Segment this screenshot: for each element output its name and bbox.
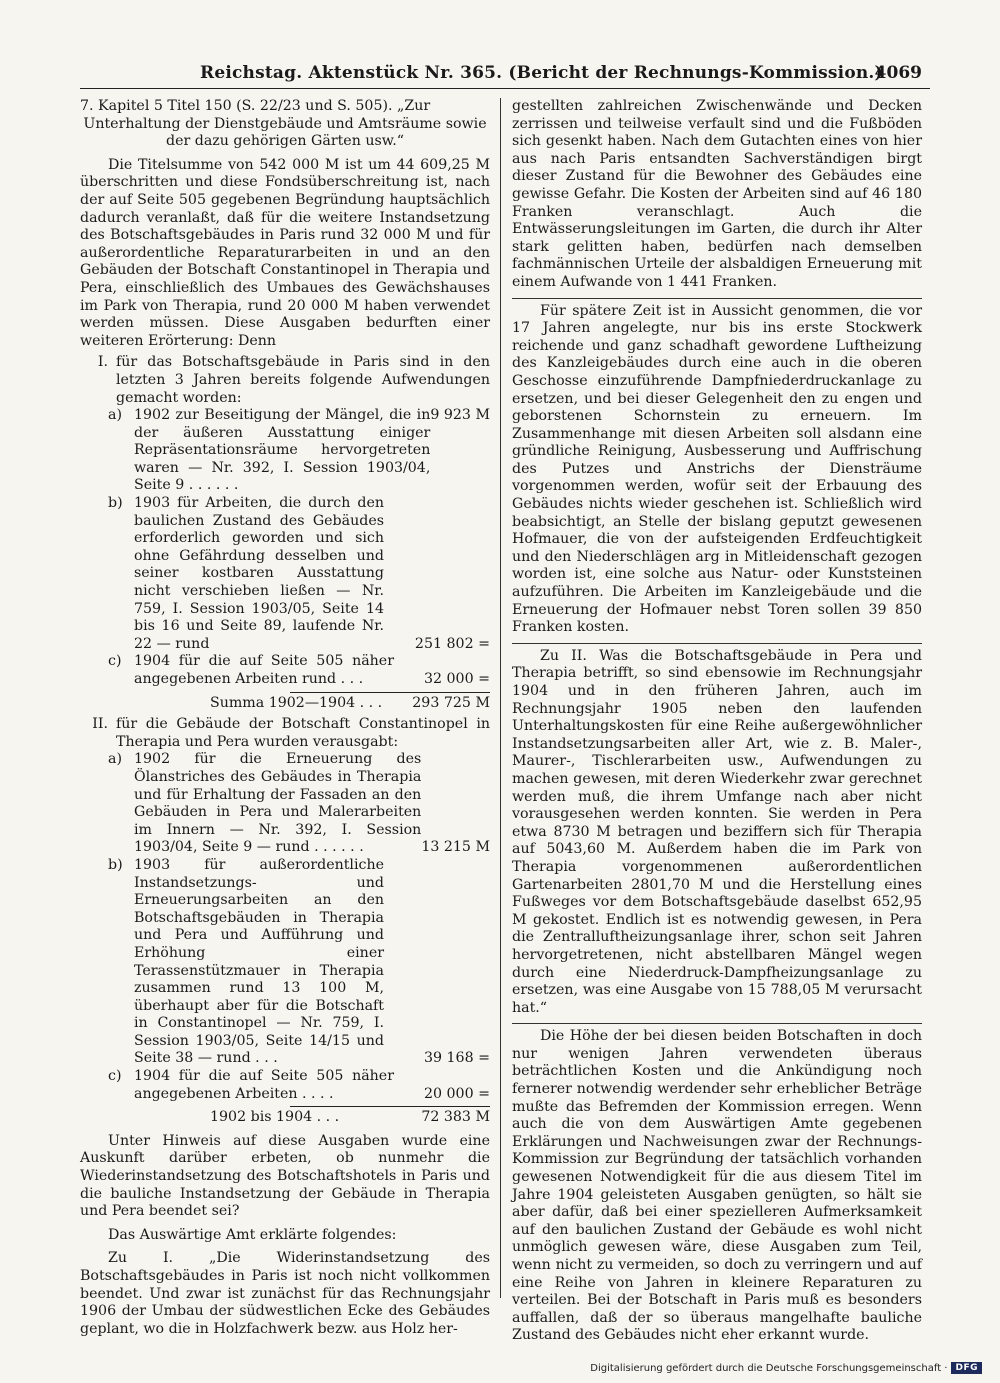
quote-block-1 xyxy=(512,298,922,637)
section-2-item-c xyxy=(108,1068,490,1103)
section-1-item-b xyxy=(108,495,490,653)
quote-block-2 xyxy=(512,643,922,1017)
item-label: a) xyxy=(108,751,122,768)
item-amount: 251 802 = xyxy=(414,635,490,652)
section-heading-continued: Unterhaltung der Dienstgebäude und Amtsräume sowie der dazu gehörigen Gärten usw.“ xyxy=(83,115,487,150)
section-1-sum xyxy=(210,695,490,713)
paragraph: Für spätere Zeit ist in Aussicht genommen, die vor 17 Jahren angelegte, nur bis ins erste Stockwerk reichende und ganz schadhaft gewordene Luftheizung des Kanzleigebäudes durch eine auch in die oberen Geschosse einzuführende Dampfniederdruckanlage zu ersetzen, und bei dieser Gelegenheit den zu engen und geborstenen Schornstein zu erneuern. Im Zusammenhange mit diesen Arbeiten soll alsdann eine gründliche Reinigung, Ausbesserung und Auffrischung des Putzes und Anstrichs der Diensträume vorgenommen werden, wofür seit der Erbauung des Gebäudes nichts wieder geschehen ist. Schließlich wird beabsichtigt, an Stelle der bislang geputzt gewesenen Hofmauer, die von der aufsteigenden Erdfeuchtigkeit und den Niederschlägen arg in Mitleidenschaft gezogen worden ist, eine solche aus Natur- oder Kunststeinen aufzuführen. Die Arbeiten im Kanzleigebäude und die Erneuerung der Hofmauer nebst Toren sollen 39 850 Franken kosten. xyxy=(512,302,922,636)
section-2-item-b xyxy=(108,857,490,1068)
item-text: 1903 für außerordentliche Instandsetzungs- und Erneuerungsarbeiten an den Botschaftsgebäuden in Therapia und Pera und Aufführung und Erhöhung einer Terassenstützmauer in Therapia zusammen rund 13 100 M, überhaupt aber für die Botschaft in Constantinopel — Nr. 759, I. Session 1903/05, Seite 14/15 und Seite 38 — rund . . . xyxy=(134,856,384,1067)
sum-amount: 72 383 M xyxy=(421,1109,490,1126)
page-header xyxy=(80,62,930,89)
item-label: b) xyxy=(108,856,123,873)
column-divider xyxy=(500,98,501,1298)
item-text: 1904 für die auf Seite 505 näher angegebenen Arbeiten rund . . . xyxy=(134,653,394,687)
item-amount: 20 000 = xyxy=(423,1085,490,1102)
section-2 xyxy=(80,716,490,751)
zu-1-paragraph: Zu I. „Die Widerinstandsetzung des Botschaftsgebäudes in Paris ist noch nicht vollkommen beendet. Und zwar ist zunächst für das Rechnungsjahr 1906 der Umbau der südwestlichen Ecke des Gebäudes geplant, wo die in Holzfachwerk bezw. aus Holz her- xyxy=(80,1250,490,1337)
header-title: Reichstag. Aktenstück Nr. 365. (Bericht der Rechnungs-Kommission.) xyxy=(200,63,883,83)
section-2-text: für die Gebäude der Botschaft Constantinopel in Therapia und Pera wurden verausgabt: xyxy=(116,716,490,750)
section-heading: 7. Kapitel 5 Titel 150 (S. 22/23 und S. 505). „Zur xyxy=(80,98,431,114)
zu-2-paragraph: Zu II. Was die Botschaftsgebäude in Pera und Therapia betrifft, so sind ebensowie im Rechnungsjahr 1904 und in den früheren Jahren, auch im Rechnungsjahr 1905 neben den laufenden Unterhaltungskosten für eine Reihe außergewöhnlicher Instandsetzungsarbeiten aller Art, wie z. B. Maler-, Maurer-, Tischlerarbeiten usw., Aufwendungen zu machen gewesen, mit deren Wiederkehr zwar gerechnet werden muß, die ihrem Umfange nach aber nicht vorausgesehen werden konnten. Sie werden in Pera etwa 8730 M betragen und beziffern sich für Therapia auf 5043,60 M. Außerdem haben die im Park von Therapia vorgenommenen außerordentlichen Gartenarbeiten 2801,70 M und die Herstellung eines Fußweges vor dem Botschaftsgebäude daselbst 652,95 M gekostet. Endlich ist es notwendig gewesen, in Pera die Zentralluftheizungsanlage ihrer, schon seit Jahren hervorgetretenen, nicht abstellbaren Mängel wegen durch eine Niederdruck-Dampfheizungsanlage zu ersetzen, was eine Ausgabe von 15 788,05 M verursacht hat.“ xyxy=(512,647,922,1016)
sum-label: 1902 bis 1904 . . . xyxy=(210,1109,340,1126)
footer xyxy=(590,1362,982,1374)
section-2-sum xyxy=(210,1109,490,1127)
item-amount: 32 000 = xyxy=(423,671,490,687)
ministry-statement: Das Auswärtige Amt erklärte folgendes: xyxy=(108,1226,397,1243)
item-amount: 39 168 = xyxy=(423,1050,490,1067)
right-column xyxy=(512,98,922,1345)
item-label: c) xyxy=(108,1068,122,1085)
sum-amount: 293 725 M xyxy=(412,694,490,711)
page-number: 4069 xyxy=(874,63,922,83)
intro-paragraph: Die Titelsumme von 542 000 M ist um 44 609,25 M überschritten und diese Fondsüberschreitung ist, nach der auf Seite 505 gegebenen Begründung hauptsächlich dadurch veranlaßt, daß für die weitere Instandsetzung des Botschaftsgebäudes in Paris rund 32 000 M und für außerordentliche Reparaturarbeiten in und an den Gebäuden der Botschaft Constantinopel in Therapia und Pera, einschließlich des Umbaues des Gewächshauses im Park von Therapia, rund 20 000 M haben verwendet werden müssen. Diese Ausgaben bedurften einer weiteren Erörterung: Denn xyxy=(80,156,490,349)
sum-label: Summa 1902—1904 . . . xyxy=(210,694,383,711)
item-label: c) xyxy=(108,653,122,670)
item-text: 1903 für Arbeiten, die durch den baulichen Zustand des Gebäudes erforderlich geworden und sich ohne Gefährdung desselben und seiner kostbaren Ausstattung nicht verschieben ließen — Nr. 759, I. Session 1903/05, Seite 14 bis 16 und Seite 89, laufende Nr. 22 — rund xyxy=(134,495,384,652)
section-1-label: I. xyxy=(97,354,108,371)
item-amount: 9 923 M xyxy=(430,407,490,424)
section-2-item-a xyxy=(108,751,490,857)
section-1-item-c xyxy=(108,653,490,688)
item-text: 1904 für die auf Seite 505 näher angegebenen Arbeiten . . . . xyxy=(134,1068,394,1102)
item-amount: 13 215 M xyxy=(421,839,490,856)
item-text: 1902 für die Erneuerung des Ölanstriches des Gebäudes in Therapia und für Erhaltung der Fassaden an den Gebäuden in Pera und Malerarbeiten im Innern — Nr. 392, I. Session 1903/04, Seite 9 — rund . . . . . . xyxy=(134,751,422,856)
section-1-text: für das Botschaftsgebäude in Paris sind in den letzten 3 Jahren bereits folgende Aufwendungen gemacht worden: xyxy=(116,354,490,406)
quote-block-3 xyxy=(512,1023,922,1345)
inquiry-paragraph: Unter Hinweis auf diese Ausgaben wurde eine Auskunft darüber erbeten, ob nunmehr die Wiederinstandsetzung des Botschaftshotels in Paris und die bauliche Instandsetzung der Gebäude in Therapia und Pera beendet sei? xyxy=(80,1132,490,1220)
section-1 xyxy=(80,354,490,407)
footer-text: Digitalisierung gefördert durch die Deutsche Forschungsgemeinschaft · xyxy=(590,1362,948,1374)
section-2-label: II. xyxy=(92,716,108,733)
dfg-logo: DFG xyxy=(951,1362,982,1374)
item-text: 1902 zur Beseitigung der Mängel, die in der äußeren Ausstattung einiger Repräsentationsräume hervorgetreten waren — Nr. 392, I. Session 1903/04, Seite 9 . . . . . . xyxy=(134,407,431,494)
paragraph-continued: gestellten zahlreichen Zwischenwände und Decken zerrissen und teilweise verfault sind und die Fußböden sich gesenkt haben. Nach dem Gutachten eines von hier aus nach Paris entsandten Sachverständigen birgt dieser Zustand für die Bewohner des Gebäudes eine gewisse Gefahr. Die Kosten der Arbeiten sind auf 46 180 Franken veranschlagt. Auch die Entwässerungsleitungen im Garten, die durch ihr Alter stark gelitten haben, bedürfen nach demselben fachmännischen Urteile der alsbaldigen Erneuerung mit einem Aufwande von 1 441 Franken. xyxy=(512,98,922,290)
commission-paragraph: Die Höhe der bei diesen beiden Botschaften in doch nur wenigen Jahren verwendeten überaus beträchtlichen Kosten und die Ankündigung noch fernerer notwendig werdender sehr erheblicher Beträge mußte das Befremden der Kommission erregen. Wenn auch die von dem Auswärtigen Amte gegebenen Erklärungen und Nachweisungen zwar der Rechnungs-Kommission zur Begründung der tatsächlich vorhanden gewesenen Notwendigkeit für die aus diesem Titel im Jahre 1904 geleisteten Ausgaben genügten, so hält sie aber dafür, daß bei einer spezielleren Aufmerksamkeit auf den baulichen Zustand der Gebäude es wohl nicht unmöglich gewesen wäre, diese Ausgaben zum Teil, wenn nicht zu vermeiden, so doch zu verringern und auf eine Reihe von Jahren in kleinere Reparaturen zu verteilen. Bei der Botschaft in Paris muß es besonders auffallen, daß der so überaus mangelhafte bauliche Zustand des Gebäudes nicht eher erkannt wurde. xyxy=(512,1028,922,1344)
item-label: b) xyxy=(108,495,123,512)
section-1-item-a xyxy=(108,407,490,495)
left-column xyxy=(80,98,490,1338)
item-label: a) xyxy=(108,407,122,424)
